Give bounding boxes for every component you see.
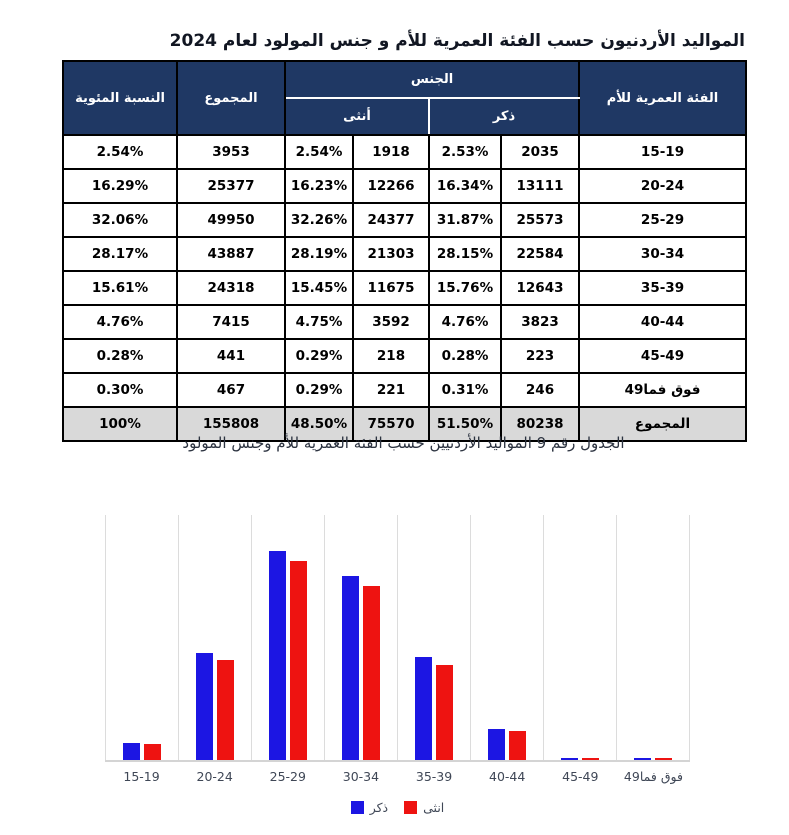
x-axis-label: 15-19 <box>123 769 160 784</box>
cell-pct-total: 2.54% <box>63 135 177 169</box>
header-sex: الجنس <box>285 61 579 98</box>
table-row <box>63 135 746 169</box>
cell-age-group: 15-19 <box>579 135 746 169</box>
cell-pct-total: 32.06% <box>63 203 177 237</box>
cell-age-group: 45-49 <box>579 339 746 373</box>
x-axis-label: 45-49 <box>562 769 599 784</box>
cell-pct-female: 32.26% <box>285 203 353 237</box>
cell-pct-male: 2.53% <box>429 135 501 169</box>
cell-female: 11675 <box>353 271 429 305</box>
table-row <box>63 169 746 203</box>
bar-group <box>106 743 178 760</box>
chart-category <box>397 515 470 760</box>
table-row <box>63 305 746 339</box>
cell-female: 75570 <box>353 407 429 441</box>
cell-total: 467 <box>177 373 285 407</box>
cell-pct-male: 0.28% <box>429 339 501 373</box>
bar-male <box>123 743 140 760</box>
bar-male <box>342 576 359 760</box>
cell-male: 25573 <box>501 203 579 237</box>
cell-total: 7415 <box>177 305 285 339</box>
legend-label-male: ذكر <box>369 800 389 815</box>
header-female: أنثى <box>285 98 429 135</box>
cell-pct-male: 15.76% <box>429 271 501 305</box>
cell-total: 43887 <box>177 237 285 271</box>
header-percentage: النسبة المئوية <box>63 61 177 135</box>
bar-male <box>415 657 432 760</box>
bar-male <box>488 729 505 760</box>
cell-total: 49950 <box>177 203 285 237</box>
cell-male: 2035 <box>501 135 579 169</box>
cell-female: 221 <box>353 373 429 407</box>
cell-female: 12266 <box>353 169 429 203</box>
cell-pct-male: 31.87% <box>429 203 501 237</box>
cell-female: 3592 <box>353 305 429 339</box>
table-row <box>63 237 746 271</box>
chart-category <box>178 515 251 760</box>
table-header-row-1 <box>63 61 746 98</box>
header-age-group: الفئة العمرية للأم <box>579 61 746 135</box>
bar-female <box>509 731 526 760</box>
cell-pct-female: 2.54% <box>285 135 353 169</box>
bar-group <box>617 758 689 760</box>
cell-male: 80238 <box>501 407 579 441</box>
bar-female <box>290 561 307 760</box>
bar-group <box>325 576 397 760</box>
chart-plot <box>105 515 690 762</box>
bar-group <box>471 729 543 760</box>
cell-male: 246 <box>501 373 579 407</box>
x-axis-label: 30-34 <box>342 769 380 784</box>
cell-pct-male: 0.31% <box>429 373 501 407</box>
bar-male <box>269 551 286 760</box>
cell-pct-female: 16.23% <box>285 169 353 203</box>
cell-total: 25377 <box>177 169 285 203</box>
chart-category <box>251 515 324 760</box>
cell-pct-female: 4.75% <box>285 305 353 339</box>
table-row <box>63 203 746 237</box>
cell-pct-total: 28.17% <box>63 237 177 271</box>
cell-age-group: المجموع <box>579 407 746 441</box>
cell-pct-total: 15.61% <box>63 271 177 305</box>
legend-swatch-female-icon <box>404 801 417 814</box>
births-table <box>62 60 747 442</box>
table-row <box>63 339 746 373</box>
legend-label-female: انثى <box>423 800 445 815</box>
bar-group <box>179 653 251 760</box>
cell-age-group: 40-44 <box>579 305 746 339</box>
cell-pct-total: 16.29% <box>63 169 177 203</box>
cell-male: 223 <box>501 339 579 373</box>
chart-category <box>543 515 616 760</box>
legend-item-female <box>404 800 444 815</box>
cell-pct-male: 4.76% <box>429 305 501 339</box>
cell-female: 24377 <box>353 203 429 237</box>
chart-x-labels <box>105 769 690 784</box>
bar-female <box>144 744 161 760</box>
table-caption: الجدول رقم 9 المواليد الأردنيين حسب الفئة العمرية للأم وجنس المولود <box>182 434 625 452</box>
x-axis-label: 25-29 <box>269 769 306 784</box>
cell-age-group: 25-29 <box>579 203 746 237</box>
chart-category <box>616 515 690 760</box>
cell-pct-female: 0.29% <box>285 373 353 407</box>
bar-male <box>634 758 651 760</box>
cell-pct-total: 4.76% <box>63 305 177 339</box>
cell-male: 12643 <box>501 271 579 305</box>
cell-age-group: 30-34 <box>579 237 746 271</box>
header-male: ذكر <box>429 98 579 135</box>
x-axis-label: 40-44 <box>489 769 526 784</box>
x-axis-label: 49فما‎ فوق <box>623 769 683 784</box>
bar-male <box>561 758 578 760</box>
bar-female <box>363 586 380 760</box>
bar-female <box>582 758 599 760</box>
cell-pct-total: 0.30% <box>63 373 177 407</box>
cell-female: 21303 <box>353 237 429 271</box>
chart-category <box>324 515 397 760</box>
table-row <box>63 373 746 407</box>
bar-female <box>655 758 672 760</box>
x-axis-label: 35-39 <box>415 769 453 784</box>
table-header <box>63 61 746 135</box>
bar-male <box>196 653 213 760</box>
page-title: المواليد الأردنيون حسب الفئة العمرية للأم و جنس المولود لعام 2024 <box>169 31 745 51</box>
cell-pct-total: 100% <box>63 407 177 441</box>
cell-total: 3953 <box>177 135 285 169</box>
cell-total: 24318 <box>177 271 285 305</box>
cell-pct-male: 51.50% <box>429 407 501 441</box>
cell-male: 22584 <box>501 237 579 271</box>
chart-legend <box>105 800 690 815</box>
cell-female: 1918 <box>353 135 429 169</box>
bar-female <box>436 665 453 760</box>
cell-total: 441 <box>177 339 285 373</box>
bar-female <box>217 660 234 760</box>
cell-total: 155808 <box>177 407 285 441</box>
cell-age-group: 20-24 <box>579 169 746 203</box>
cell-female: 218 <box>353 339 429 373</box>
header-total: المجموع <box>177 61 285 135</box>
cell-pct-male: 16.34% <box>429 169 501 203</box>
cell-pct-female: 28.19% <box>285 237 353 271</box>
cell-male: 3823 <box>501 305 579 339</box>
x-axis-label: 20-24 <box>196 769 233 784</box>
cell-pct-male: 28.15% <box>429 237 501 271</box>
table-row <box>63 271 746 305</box>
cell-male: 13111 <box>501 169 579 203</box>
cell-age-group: 49فما‎ فوق <box>579 373 746 407</box>
chart-category <box>470 515 543 760</box>
cell-pct-female: 48.50% <box>285 407 353 441</box>
cell-pct-female: 15.45% <box>285 271 353 305</box>
legend-swatch-male-icon <box>351 801 364 814</box>
chart-category <box>105 515 178 760</box>
bar-group <box>544 758 616 760</box>
bar-group <box>252 551 324 760</box>
table-body <box>63 135 746 441</box>
legend-item-male <box>351 800 388 815</box>
cell-pct-total: 0.28% <box>63 339 177 373</box>
cell-pct-female: 0.29% <box>285 339 353 373</box>
cell-age-group: 35-39 <box>579 271 746 305</box>
bar-group <box>398 657 470 760</box>
